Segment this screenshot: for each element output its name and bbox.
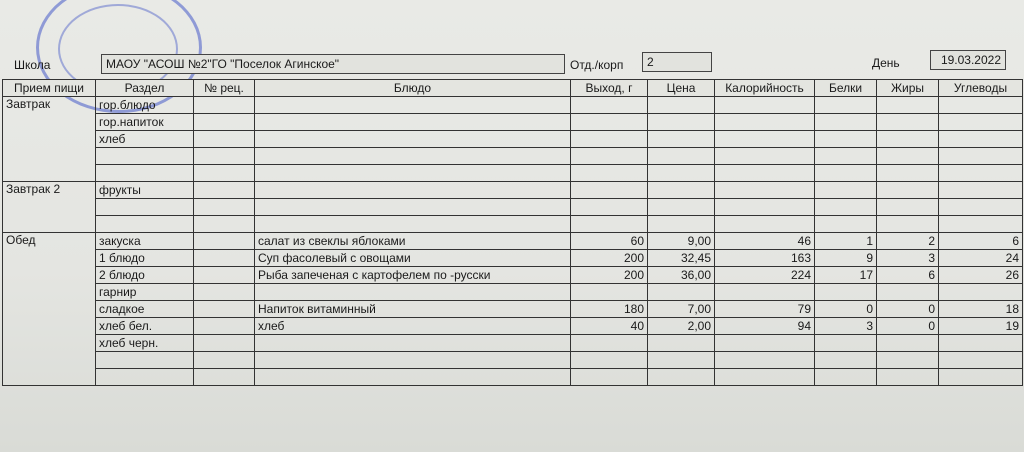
col-weight: Выход, г xyxy=(571,80,648,97)
weight-cell: 200 xyxy=(571,250,648,267)
fat-cell: 3 xyxy=(877,250,939,267)
table-row xyxy=(3,233,1023,250)
section-cell: хлеб xyxy=(96,131,194,148)
carbs-cell: 19 xyxy=(939,318,1023,335)
weight-cell: 40 xyxy=(571,318,648,335)
fat-cell: 6 xyxy=(877,267,939,284)
day-label: День xyxy=(872,56,900,70)
price-cell: 9,00 xyxy=(648,233,715,250)
col-carbs: Углеводы xyxy=(939,80,1023,97)
protein-cell: 1 xyxy=(815,233,877,250)
protein-cell: 17 xyxy=(815,267,877,284)
price-cell: 32,45 xyxy=(648,250,715,267)
table-row xyxy=(3,267,1023,284)
weight-cell: 180 xyxy=(571,301,648,318)
carbs-cell: 18 xyxy=(939,301,1023,318)
price-cell: 7,00 xyxy=(648,301,715,318)
col-meal: Прием пищи xyxy=(3,80,96,97)
carbs-cell: 26 xyxy=(939,267,1023,284)
meal-breakfast: Завтрак xyxy=(3,97,96,182)
section-cell: хлеб черн. xyxy=(96,335,194,352)
fat-cell: 0 xyxy=(877,318,939,335)
table-row xyxy=(3,97,1023,114)
col-protein: Белки xyxy=(815,80,877,97)
meal-lunch: Обед xyxy=(3,233,96,386)
table-row xyxy=(3,335,1023,352)
kcal-cell: 94 xyxy=(715,318,815,335)
table-row xyxy=(3,352,1023,369)
protein-cell: 0 xyxy=(815,301,877,318)
section-cell: закуска xyxy=(96,233,194,250)
col-recipe: № рец. xyxy=(194,80,255,97)
table-row xyxy=(3,284,1023,301)
table-row xyxy=(3,165,1023,182)
price-cell: 2,00 xyxy=(648,318,715,335)
section-cell: 1 блюдо xyxy=(96,250,194,267)
kcal-cell: 163 xyxy=(715,250,815,267)
section-cell: сладкое xyxy=(96,301,194,318)
kcal-cell: 46 xyxy=(715,233,815,250)
table-row xyxy=(3,301,1023,318)
dish-cell: Суп фасолевый с овощами xyxy=(255,250,571,267)
table-row xyxy=(3,369,1023,386)
carbs-cell: 24 xyxy=(939,250,1023,267)
dish-cell: салат из свеклы яблоками xyxy=(255,233,571,250)
menu-table xyxy=(2,79,1023,386)
price-cell: 36,00 xyxy=(648,267,715,284)
dept-label: Отд./корп xyxy=(570,58,624,72)
dept-field: 2 xyxy=(642,52,712,72)
protein-cell: 3 xyxy=(815,318,877,335)
table-row xyxy=(3,216,1023,233)
table-row xyxy=(3,114,1023,131)
dish-cell: Рыба запеченая с картофелем по -русски xyxy=(255,267,571,284)
table-row xyxy=(3,148,1023,165)
section-cell: гор.блюдо xyxy=(96,97,194,114)
fat-cell: 2 xyxy=(877,233,939,250)
dish-cell: Напиток витаминный xyxy=(255,301,571,318)
table-row xyxy=(3,318,1023,335)
col-kcal: Калорийность xyxy=(715,80,815,97)
col-dish: Блюдо xyxy=(255,80,571,97)
section-cell: гарнир xyxy=(96,284,194,301)
day-field: 19.03.2022 xyxy=(930,50,1006,70)
kcal-cell: 224 xyxy=(715,267,815,284)
table-row xyxy=(3,131,1023,148)
section-cell: фрукты xyxy=(96,182,194,199)
school-field: МАОУ "АСОШ №2"ГО "Поселок Агинское" xyxy=(101,54,565,74)
table-header-row xyxy=(3,80,1023,97)
protein-cell: 9 xyxy=(815,250,877,267)
weight-cell: 60 xyxy=(571,233,648,250)
section-cell: 2 блюдо xyxy=(96,267,194,284)
dish-cell: хлеб xyxy=(255,318,571,335)
kcal-cell: 79 xyxy=(715,301,815,318)
meal-breakfast-2: Завтрак 2 xyxy=(3,182,96,233)
section-cell: гор.напиток xyxy=(96,114,194,131)
col-price: Цена xyxy=(648,80,715,97)
col-fat: Жиры xyxy=(877,80,939,97)
table-row xyxy=(3,199,1023,216)
carbs-cell: 6 xyxy=(939,233,1023,250)
fat-cell: 0 xyxy=(877,301,939,318)
table-row xyxy=(3,250,1023,267)
table-row xyxy=(3,182,1023,199)
col-section: Раздел xyxy=(96,80,194,97)
section-cell: хлеб бел. xyxy=(96,318,194,335)
school-label: Школа xyxy=(14,58,51,72)
weight-cell: 200 xyxy=(571,267,648,284)
